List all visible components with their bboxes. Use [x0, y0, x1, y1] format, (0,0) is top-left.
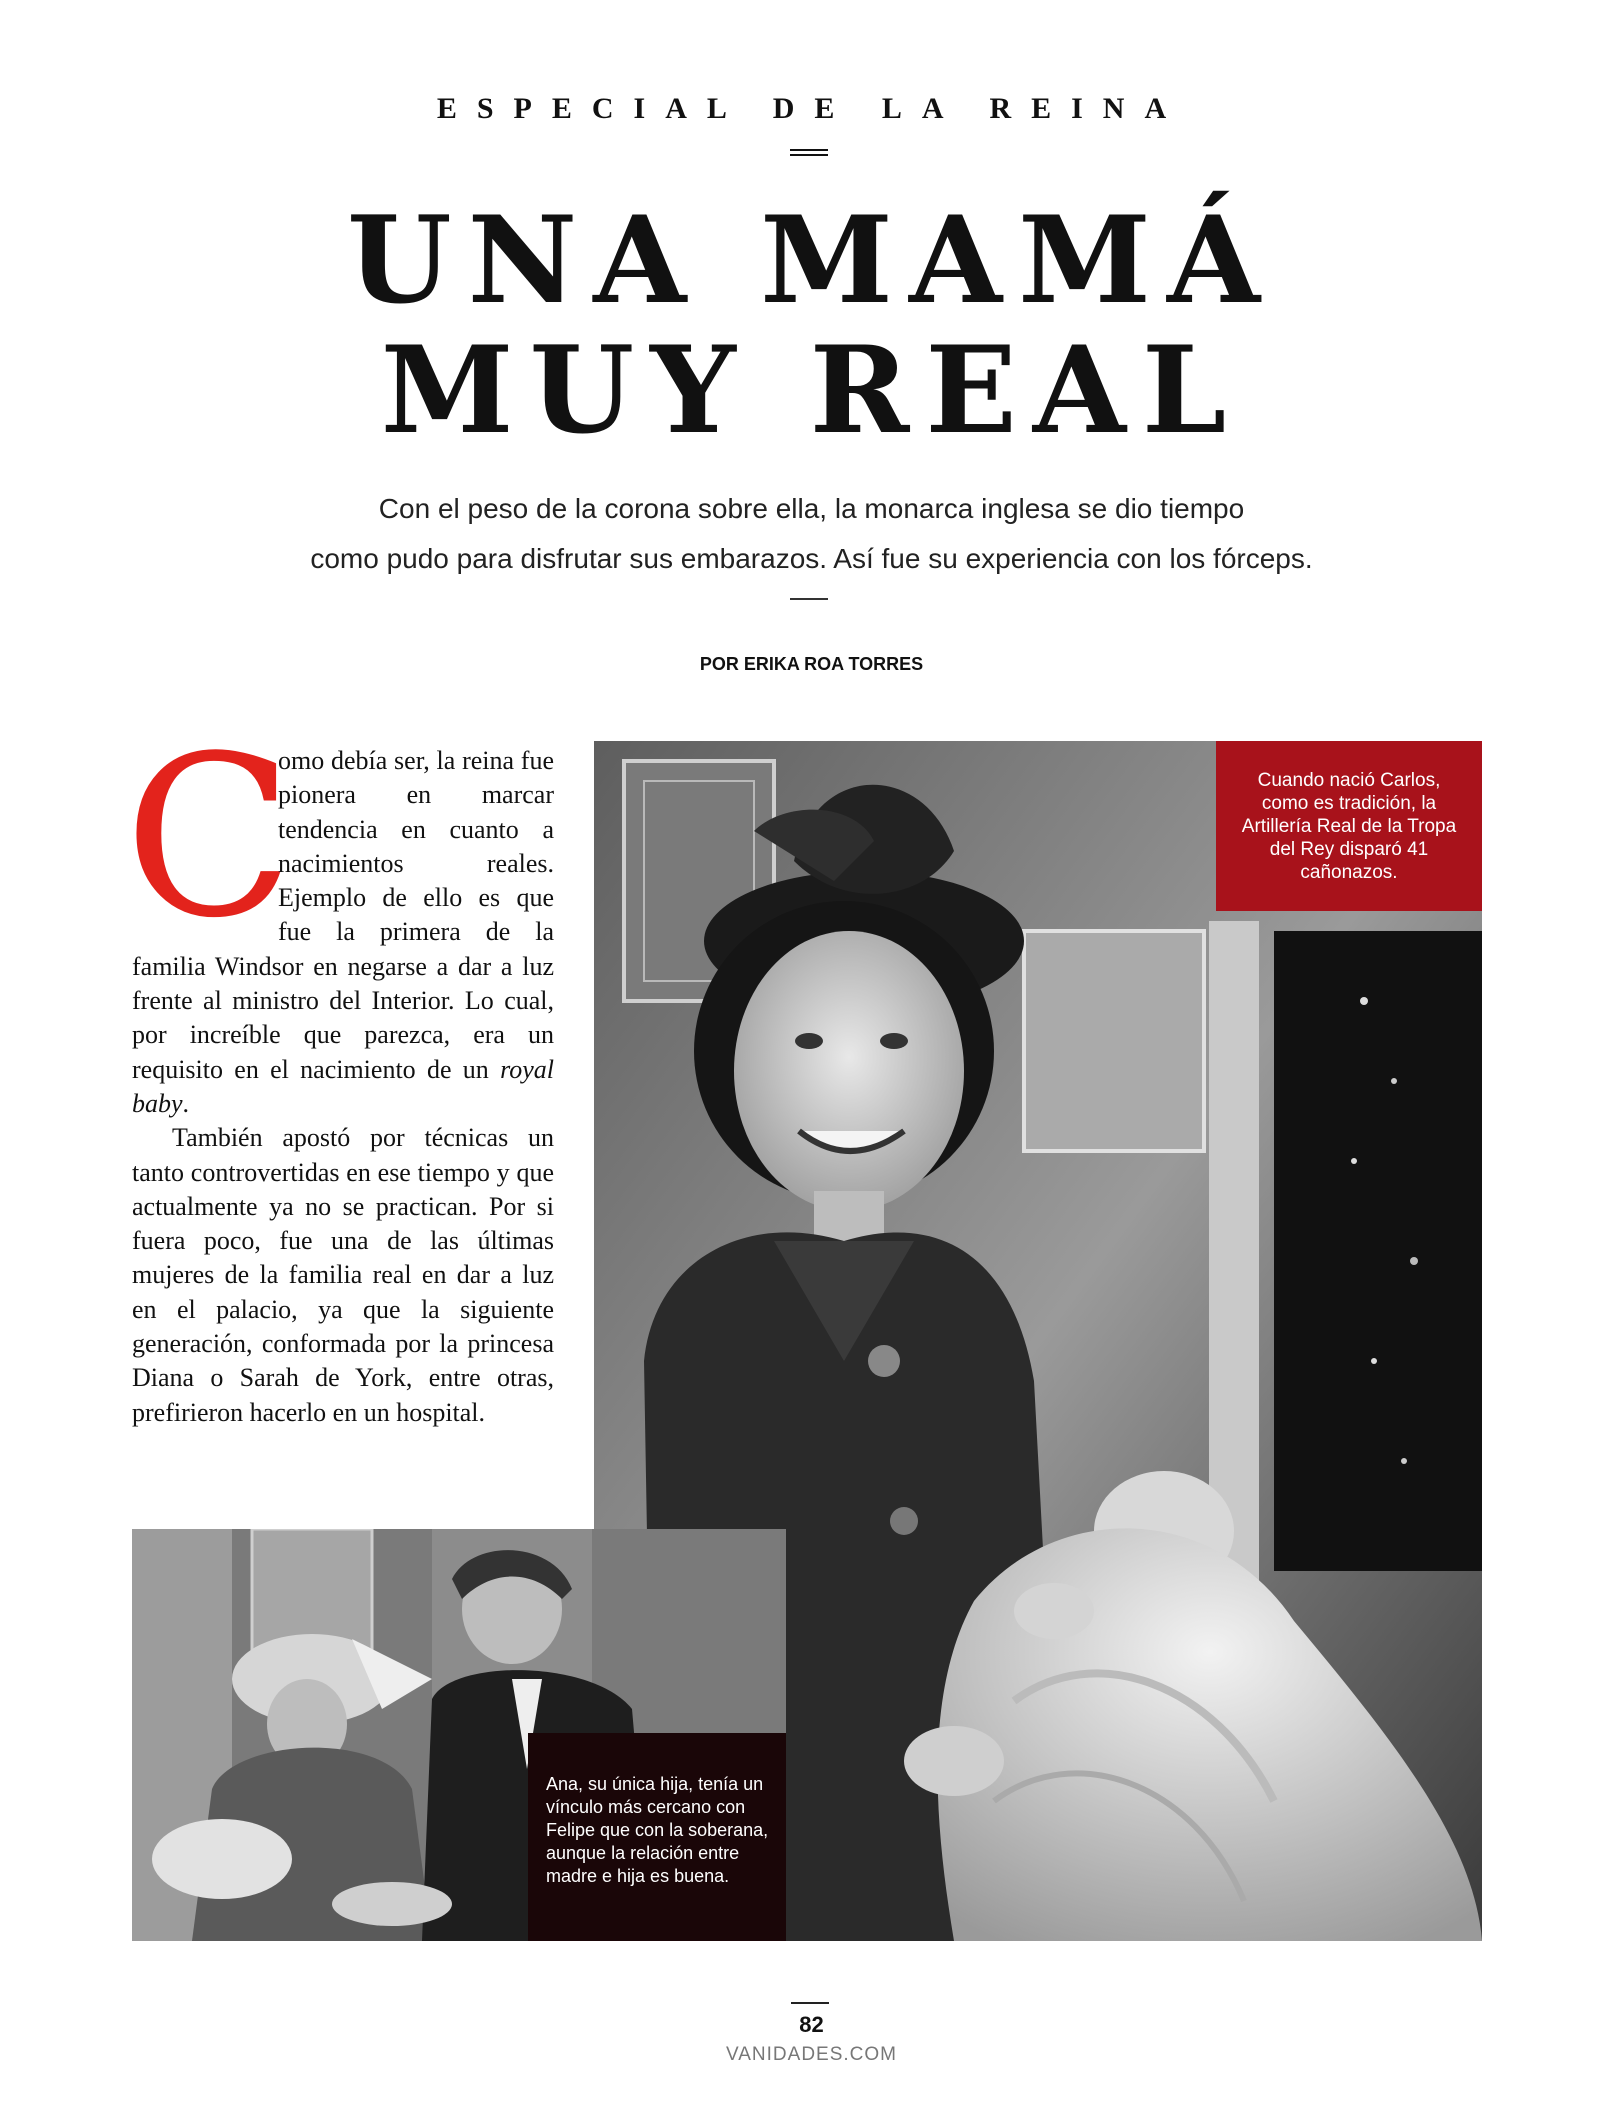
- headline: [0, 190, 1623, 461]
- paragraph-2: También apostó por técnicas un tanto controvertidas en ese tiempo y que actualmente ya no se practican. Por si fuera poco, fue una de las últimas mujeres de la familia real en dar a luz en el palacio, ya que la siguiente generación, conformada por la princesa Diana o Sarah de York, entre otras, prefirieron hacerlo en un hospital.: [132, 1123, 554, 1427]
- paragraph-1: [124, 709, 554, 1121]
- deck-divider: [790, 598, 828, 600]
- section-kicker: ESPECIAL DE LA REINA: [436, 92, 1187, 125]
- deck: [260, 484, 1363, 584]
- paragraph-1-italic: royal baby: [132, 1054, 554, 1118]
- paragraph-1-text: omo debía ser, la reina fue pionera en marcar tendencia en cuanto a nacimientos reales. Ejemplo de ello es que fue la primera de la familia Windsor en negarse a dar a luz frente al ministro del Interior. Lo cual, por increíble que parezca, era un requisito en el nacimiento de un: [132, 746, 554, 1084]
- article-body: [124, 709, 554, 1430]
- kicker-divider: [790, 149, 828, 156]
- drop-cap: C: [124, 709, 294, 967]
- paragraph-1-end: .: [182, 1088, 190, 1118]
- deck-line-2: como pudo para disfrutar sus embarazos. Así fue su experiencia con los fórceps.: [310, 543, 1313, 574]
- byline: POR ERIKA ROA TORRES: [699, 654, 924, 674]
- page-number: 82: [799, 2012, 824, 2037]
- caption-bottom: Ana, su única hija, tenía un vínculo más cercano con Felipe que con la soberana, aunque la relación entre madre e hija es buena.: [528, 1733, 786, 1941]
- headline-line-1: UNA MAMÁ: [346, 190, 1277, 331]
- site-url[interactable]: VANIDADES.COM: [725, 2044, 897, 2065]
- footer-divider: [791, 2002, 829, 2004]
- headline-line-2: MUY REAL: [380, 320, 1243, 461]
- deck-line-1: Con el peso de la corona sobre ella, la monarca inglesa se dio tiempo: [378, 493, 1245, 524]
- caption-top: Cuando nació Carlos, como es tradición, la Artillería Real de la Tropa del Rey disparó 41 cañonazos.: [1216, 741, 1482, 911]
